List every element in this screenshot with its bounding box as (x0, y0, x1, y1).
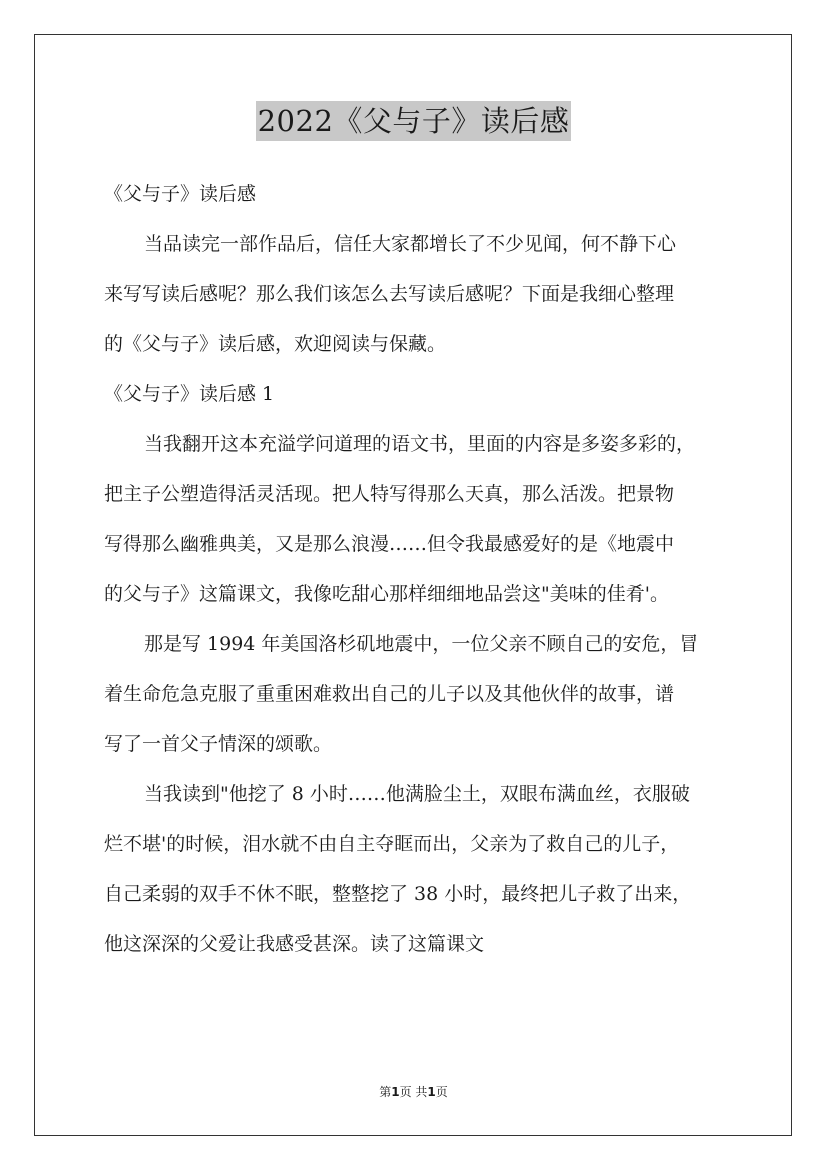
intro-line: 的《父与子》读后感，欢迎阅读与保藏。 (104, 333, 447, 355)
paragraph-line: 着生命危急克服了重重困难救出自己的儿子以及其他伙伴的故事，谱 (104, 683, 675, 705)
paragraph-line: 当我读到"他挖了 8 小时……他满脸尘土，双眼布满血丝，衣服破 (144, 783, 690, 805)
title-container (0, 101, 827, 141)
section-heading: 《父与子》读后感 1 (104, 383, 275, 405)
document-title: 2022《父与子》读后感 (256, 101, 572, 141)
paragraph-line: 写了一首父子情深的颂歌。 (104, 733, 333, 755)
footer-mid: 页 共 (399, 1085, 428, 1099)
document-body (104, 176, 734, 962)
paragraph-line: 他这深深的父爱让我感受甚深。读了这篇课文 (104, 933, 485, 955)
paragraph-line: 那是写 1994 年美国洛杉矶地震中，一位父亲不顾自己的安危，冒 (144, 633, 699, 655)
current-page-number: 1 (391, 1085, 400, 1099)
intro-heading: 《父与子》读后感 (104, 183, 257, 205)
total-page-number: 1 (427, 1085, 436, 1099)
page-footer (0, 1083, 827, 1100)
paragraph-line: 写得那么幽雅典美，又是那么浪漫……但令我最感爱好的是《地震中 (104, 533, 675, 555)
intro-line: 来写写读后感呢？那么我们该怎么去写读后感呢？下面是我细心整理 (104, 283, 675, 305)
paragraph-line: 自己柔弱的双手不休不眠，整整挖了 38 小时，最终把儿子救了出来， (104, 883, 692, 905)
intro-line: 当品读完一部作品后，信任大家都增长了不少见闻，何不静下心 (144, 233, 677, 255)
paragraph-line: 把主子公塑造得活灵活现。把人特写得那么天真，那么活泼。把景物 (104, 483, 675, 505)
paragraph-line: 的父与子》这篇课文，我像吃甜心那样细细地品尝这"美味的佳肴'。 (104, 583, 669, 605)
footer-prefix: 第 (379, 1085, 392, 1099)
paragraph-line: 烂不堪'的时候，泪水就不由自主夺眶而出，父亲为了救自己的儿子， (104, 833, 680, 855)
footer-suffix: 页 (435, 1085, 448, 1099)
paragraph-line: 当我翻开这本充溢学问道理的语文书，里面的内容是多姿多彩的， (144, 433, 696, 455)
